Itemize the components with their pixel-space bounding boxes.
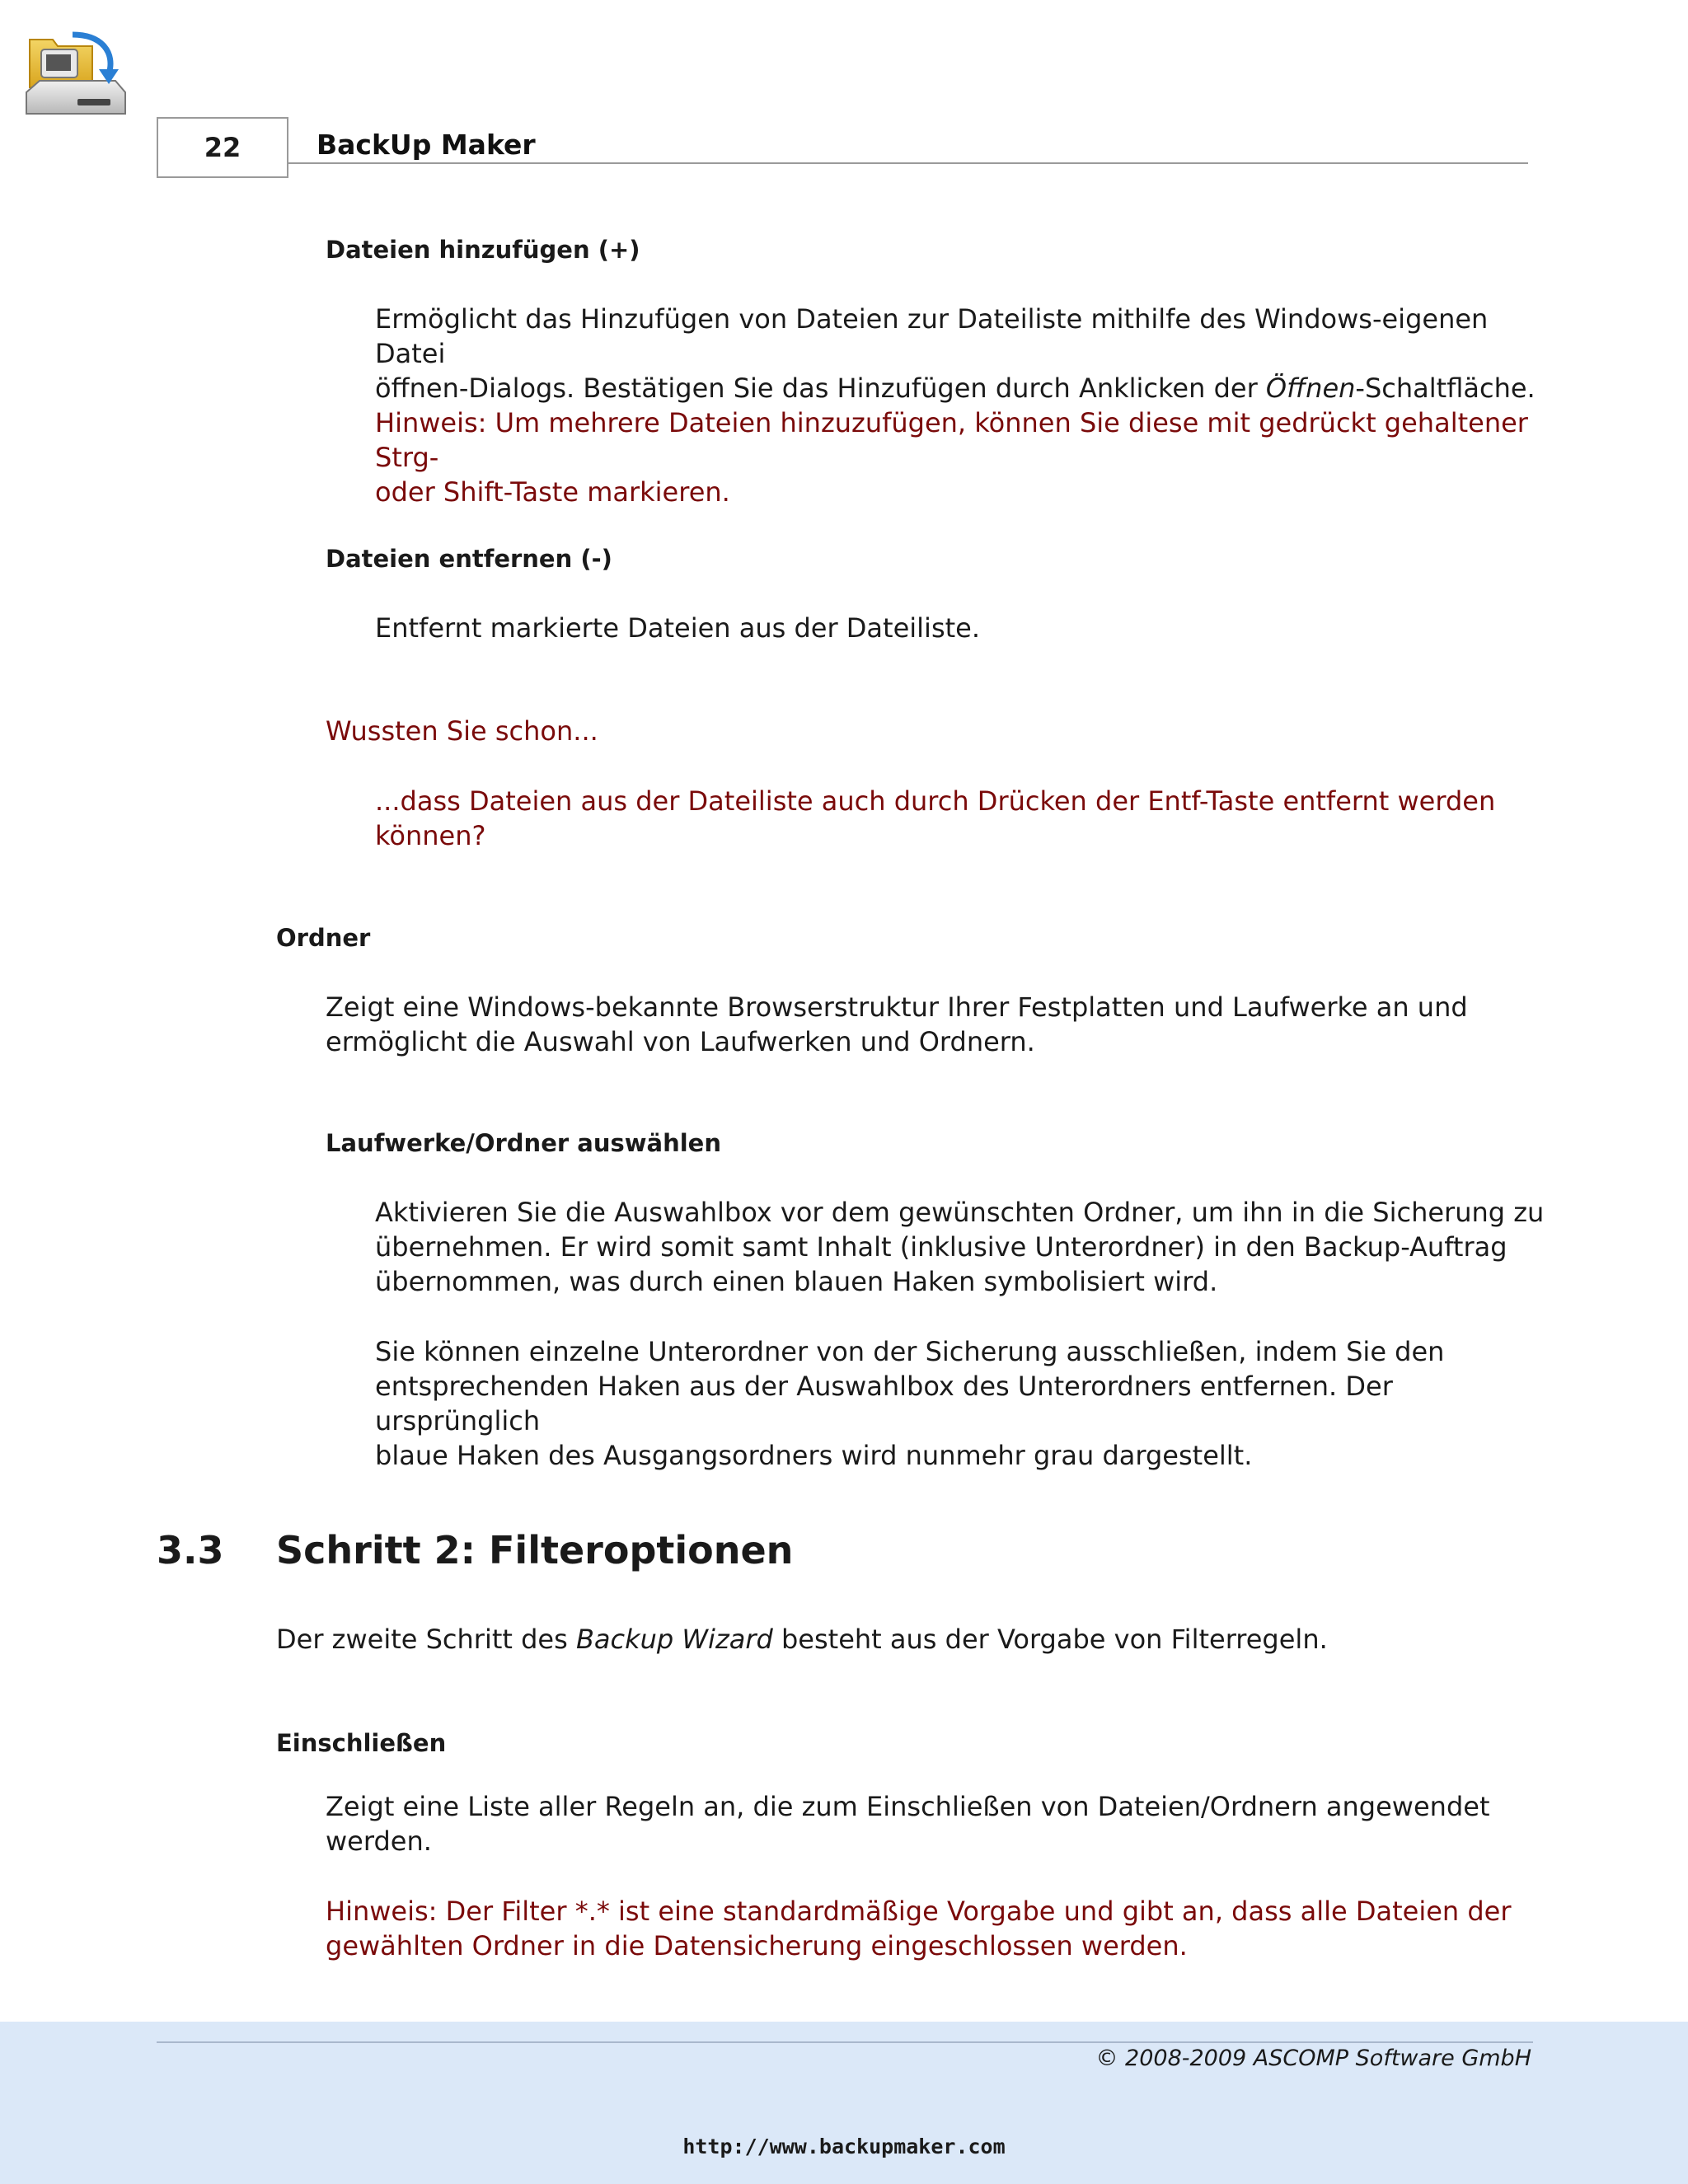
add-files-line2 — [375, 371, 1545, 405]
section-title: Schritt 2: Filteroptionen — [276, 1528, 794, 1572]
remove-files-description: Entfernt markierte Dateien aus der Dateiliste. — [375, 612, 981, 644]
website-url: http://www.backupmaker.com — [682, 2135, 1006, 2158]
section-number: 3.3 — [157, 1528, 224, 1572]
heading-remove-files: Dateien entfernen (-) — [326, 545, 612, 573]
open-button-term: Öffnen — [1265, 373, 1356, 404]
select-drives-p1-line2: übernehmen. Er wird somit samt Inhalt (inklusive Unterordner) in den Backup-Auftrag — [375, 1231, 1507, 1263]
select-drives-paragraph-2 — [375, 1334, 1545, 1473]
tip-text — [375, 784, 1545, 853]
tip-line2: können? — [375, 820, 486, 851]
step2-intro-pre: Der zweite Schritt des — [276, 1624, 576, 1655]
step2-intro-post: besteht aus der Vorgabe von Filterregeln. — [772, 1624, 1328, 1655]
heading-select-drives: Laufwerke/Ordner auswählen — [326, 1129, 722, 1157]
select-drives-p2-line1: Sie können einzelne Unterordner von der Sicherung ausschließen, indem Sie den — [375, 1336, 1445, 1367]
header-title: BackUp Maker — [316, 129, 536, 161]
page-number: 22 — [204, 132, 241, 163]
tip-title: Wussten Sie schon... — [326, 715, 598, 747]
copyright-notice: © 2008-2009 ASCOMP Software GmbH — [1095, 2046, 1531, 2071]
select-drives-paragraph-1 — [375, 1195, 1545, 1299]
step2-intro — [276, 1622, 1545, 1657]
heading-folder: Ordner — [276, 924, 371, 952]
header-divider — [288, 162, 1528, 164]
heading-include: Einschließen — [276, 1729, 447, 1757]
include-description: Zeigt eine Liste aller Regeln an, die zum Einschließen von Dateien/Ordnern angewendet werden. — [326, 1791, 1490, 1857]
include-note — [326, 1894, 1545, 1963]
select-drives-p2-line2: entsprechenden Haken aus der Auswahlbox des Unterordners entfernen. Der ursprünglich — [375, 1371, 1393, 1436]
heading-add-files: Dateien hinzufügen (+) — [326, 236, 640, 264]
add-files-line2-pre: öffnen-Dialogs. Bestätigen Sie das Hinzufügen durch Anklicken der — [375, 373, 1266, 404]
folder-description — [326, 990, 1545, 1059]
add-files-note-line2: oder Shift-Taste markieren. — [375, 476, 730, 508]
add-files-description — [375, 302, 1545, 405]
footer-divider — [157, 2041, 1533, 2043]
backup-wizard-term: Backup Wizard — [575, 1624, 773, 1655]
folder-line2: ermöglicht die Auswahl von Laufwerken und Ordnern. — [326, 1026, 1035, 1057]
add-files-line1: Ermöglicht das Hinzufügen von Dateien zur Dateiliste mithilfe des Windows-eigenen Datei — [375, 303, 1489, 369]
tip-line1: ...dass Dateien aus der Dateiliste auch durch Drücken der Entf-Taste entfernt werden — [375, 785, 1496, 817]
add-files-line2-post: -Schaltfläche. — [1355, 373, 1536, 404]
backup-maker-logo-icon — [23, 21, 129, 127]
include-note-line2: gewählten Ordner in die Datensicherung eingeschlossen werden. — [326, 1930, 1188, 1961]
folder-line1: Zeigt eine Windows-bekannte Browserstruktur Ihrer Festplatten und Laufwerke an und — [326, 991, 1468, 1023]
add-files-note-line1: Hinweis: Um mehrere Dateien hinzuzufügen, können Sie diese mit gedrückt gehaltener Strg- — [375, 407, 1528, 473]
add-files-note — [375, 405, 1545, 509]
select-drives-p1-line1: Aktivieren Sie die Auswahlbox vor dem gewünschten Ordner, um ihn in die Sicherung zu — [375, 1197, 1545, 1228]
select-drives-p1-line3: übernommen, was durch einen blauen Haken symbolisiert wird. — [375, 1266, 1218, 1297]
include-note-line1: Hinweis: Der Filter *.* ist eine standardmäßige Vorgabe und gibt an, dass alle Dateien der — [326, 1896, 1512, 1927]
page-number-box — [157, 117, 288, 178]
select-drives-p2-line3: blaue Haken des Ausgangsordners wird nunmehr grau dargestellt. — [375, 1440, 1253, 1471]
